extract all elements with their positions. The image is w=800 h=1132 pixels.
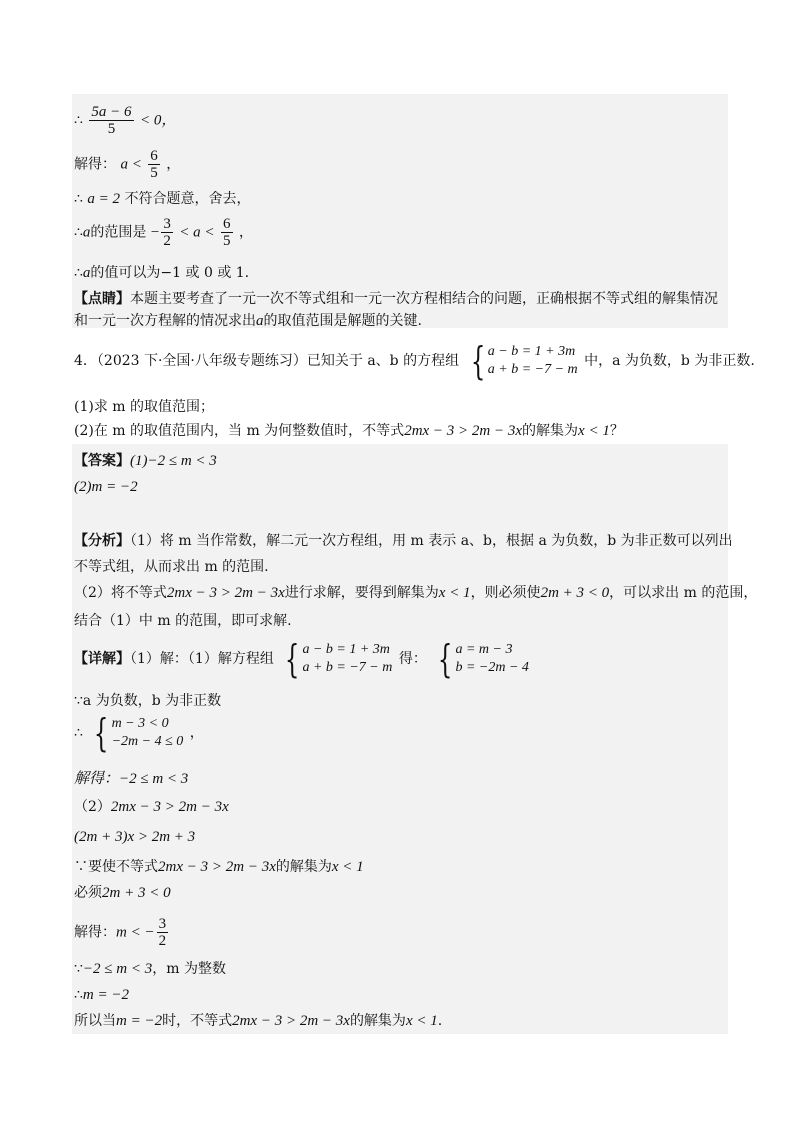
- detail-line-3: ∴ { m − 3 < 0 −2m − 4 ≤ 0 ，: [74, 711, 204, 755]
- detail-tag: 【详解】: [74, 651, 130, 667]
- detail-line-1: 【详解】（1）解：（1）解方程组 { a − b = 1 + 3m a + b = −7 − m 得： { a = m − 3 b = −2m − 4: [74, 637, 529, 681]
- detail-line-8: 必须2m + 3 < 0: [74, 885, 171, 901]
- detail-line-5: （2）2mx − 3 > 2m − 3x: [74, 799, 229, 815]
- detail-line-12: 所以当m = −2时，不等式2mx − 3 > 2m − 3x的解集为x < 1.: [74, 1013, 443, 1029]
- prev-line-3: ∴ a = 2 不符合题意，舍去，: [74, 191, 251, 207]
- analysis-line-4: 结合（1）中 m 的范围，即可求解.: [74, 613, 292, 629]
- detail-line-6: (2m + 3)x > 2m + 3: [74, 829, 196, 845]
- analysis-line-3: （2）将不等式2mx − 3 > 2m − 3x进行求解，要得到解集为x < 1，则必须使2m + 3 < 0，可以求出 m 的范围，: [74, 585, 758, 601]
- comment-line-1: 【点睛】本题主要考查了一元一次不等式组和一元一次方程相结合的问题，正确根据不等式组的解集情况: [74, 291, 718, 307]
- detail-line-2: ∵a 为负数，b 为非正数: [74, 693, 222, 709]
- detail-line-7: ∵要使不等式2mx − 3 > 2m − 3x的解集为x < 1: [74, 859, 364, 875]
- prev-line-2: 解得： a < $\frac{6}{5}$ ，: [74, 148, 181, 181]
- comment-tag: 【点睛】: [74, 291, 130, 307]
- question-part-1: (1)求 m 的取值范围；: [74, 399, 215, 415]
- analysis-line-2: 不等式组，从而求出 m 的范围.: [74, 559, 269, 575]
- question-part-2: (2)在 m 的取值范围内，当 m 为何整数值时，不等式2mx − 3 > 2m − 3x的解集为x < 1？: [74, 423, 624, 439]
- answer-tag: 【答案】: [74, 453, 130, 469]
- prev-line-4: ∴a的范围是 − $\frac{3}{2}$ < a < $\frac{6}{5}$ ，: [74, 216, 253, 249]
- detail-line-4: 解得：−2 ≤ m < 3: [74, 771, 189, 787]
- answer-line-1: 【答案】(1)−2 ≤ m < 3: [74, 453, 217, 469]
- prev-line-5: ∴a的值可以为−1 或 0 或 1.: [74, 265, 250, 281]
- analysis-line-1: 【分析】（1）将 m 当作常数，解二元一次方程组，用 m 表示 a、b，根据 a 为负数，b 为非正数可以列出: [74, 533, 733, 549]
- comment-line-2: 和一元一次方程解的情况求出a的取值范围是解题的关键.: [74, 313, 422, 329]
- fraction: $\frac{5a - 6}{5}$: [91, 104, 132, 137]
- detail-line-11: ∴m = −2: [74, 987, 129, 1003]
- prev-line-1: ∴ $\frac{5a - 6}{5}$ < 0，: [74, 104, 177, 137]
- question-4-stem: 4．（2023 下·全国·八年级专题练习）已知关于 a、b 的方程组 { a − b = 1 + 3m a + b = −7 − m 中，a 为负数，b 为非正数.: [74, 339, 755, 383]
- detail-line-10: ∵−2 ≤ m < 3，m 为整数: [74, 961, 226, 977]
- detail-line-9: 解得：m < − $\frac{3}{2}$: [74, 916, 167, 949]
- analysis-tag: 【分析】: [74, 533, 130, 549]
- answer-line-2: (2)m = −2: [74, 479, 138, 495]
